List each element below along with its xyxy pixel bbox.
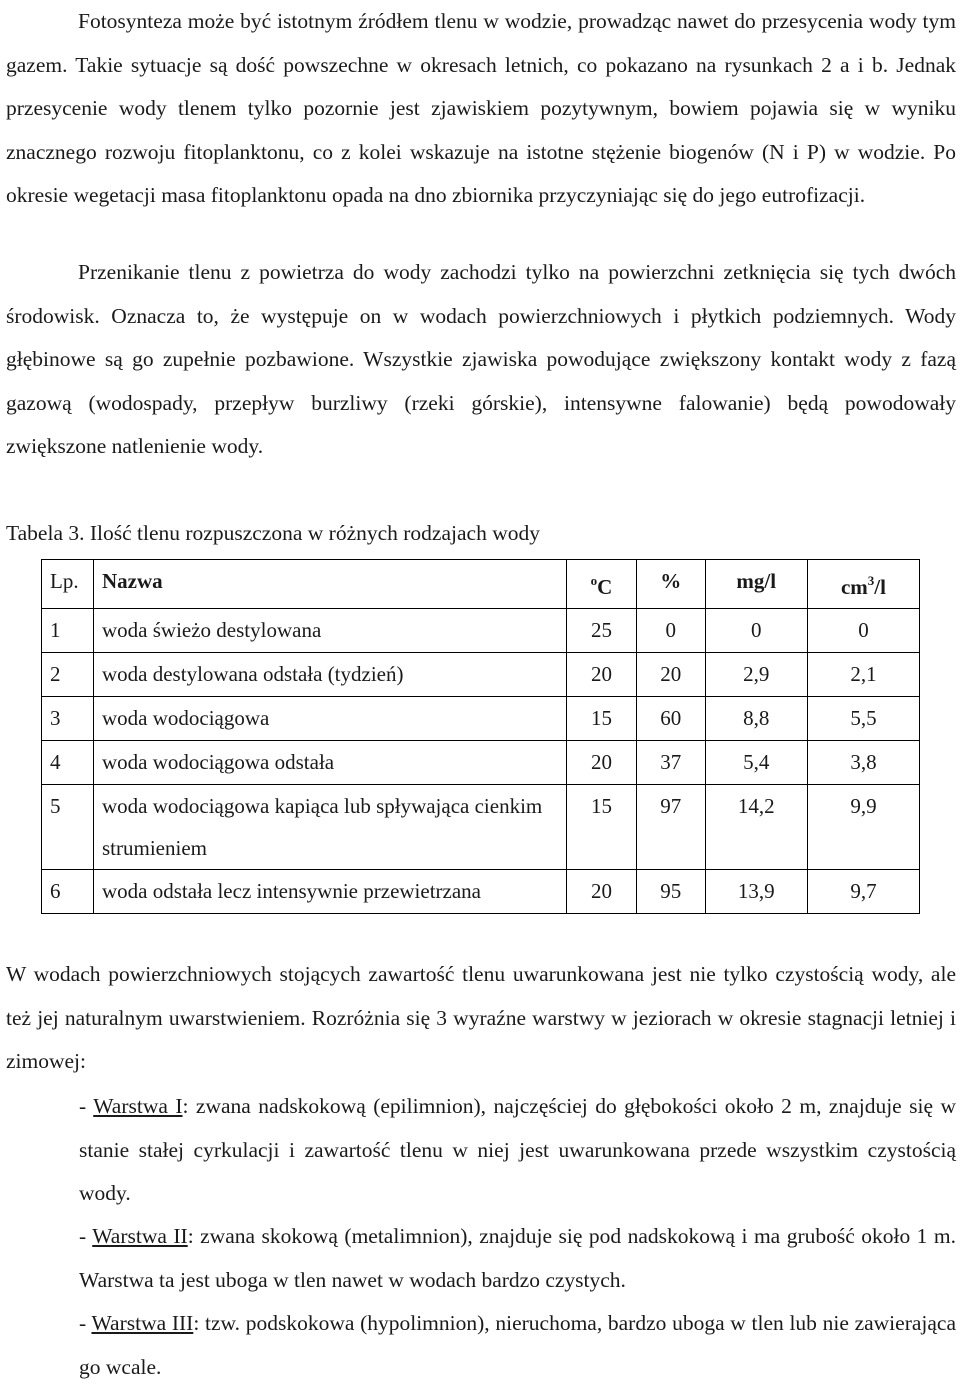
cell-cm3l: 9,9 (807, 785, 919, 870)
cell-percent: 97 (636, 785, 705, 870)
cell-temperature: 20 (567, 870, 637, 914)
cell-lp: 5 (42, 785, 94, 870)
header-mgl: mg/l (705, 560, 807, 609)
layer-term: Warstwa III (91, 1311, 194, 1335)
cell-lp: 6 (42, 870, 94, 914)
cell-lp: 2 (42, 653, 94, 697)
cell-mgl: 2,9 (705, 653, 807, 697)
table-row (42, 609, 920, 653)
cell-lp: 1 (42, 609, 94, 653)
cell-name: woda odstała lecz intensywnie przewietrzana (94, 870, 567, 914)
header-percent: % (636, 560, 705, 609)
header-name: Nazwa (94, 560, 567, 609)
cell-cm3l: 0 (807, 609, 919, 653)
cell-mgl: 13,9 (705, 870, 807, 914)
layer-term: Warstwa II (92, 1224, 188, 1248)
cell-temperature: 15 (567, 785, 637, 870)
cell-cm3l: 3,8 (807, 741, 919, 785)
cell-percent: 20 (636, 653, 705, 697)
layer-item-2 (79, 1215, 956, 1302)
cell-temperature: 25 (567, 609, 637, 653)
layer-description: : tzw. podskokowa (hypolimnion), nieruchoma, bardzo uboga w tlen lub nie zawierająca go wcale. (79, 1311, 956, 1379)
cell-name: woda wodociągowa (94, 697, 567, 741)
table-row (42, 653, 920, 697)
cell-cm3l: 5,5 (807, 697, 919, 741)
cell-mgl: 14,2 (705, 785, 807, 870)
paragraph-oxygen-penetration: Przenikanie tlenu z powietrza do wody zachodzi tylko na powierzchni zetknięcia się tych dwóch środowisk. Oznacza to, że występuje on w wodach powierzchniowych i płytkich podziemnych. Wody głębinowe są go zupełnie pozbawione. Wszystkie zjawiska powodujące zwiększony kontakt wody z fazą gazową (wodospady, przepływ burzliwy (rzeki górskie), intensywne falowanie) będą powodowały zwiększone natlenienie wody. (6, 260, 956, 458)
table-header-row (42, 560, 920, 609)
table-row (42, 697, 920, 741)
header-cm3-base: cm (840, 575, 868, 599)
cell-lp: 3 (42, 697, 94, 741)
cell-percent: 60 (636, 697, 705, 741)
cell-temperature: 15 (567, 697, 637, 741)
paragraph-photosynthesis: Fotosynteza może być istotnym źródłem tlenu w wodzie, prowadząc nawet do przesycenia wody tym gazem. Takie sytuacje są dość powszechne w okresach letnich, co pokazano na rysunkach 2 a i b. Jednak przesycenie wody tlenem tylko pozornie jest zjawiskiem pozytywnym, bowiem pojawia się w wyniku znacznego rozwoju fitoplanktonu, co z kolei wskazuje na istotne stężenie biogenów (N i P) w wodzie. Po okresie wegetacji masa fitoplanktonu opada na dno zbiornika przyczyniając się do jego eutrofizacji. (6, 9, 956, 207)
table-row (42, 741, 920, 785)
cm3-superscript: 3 (867, 573, 875, 588)
list-dash: - (79, 1311, 92, 1335)
table-row (42, 870, 920, 914)
header-temperature-unit: C (597, 575, 613, 599)
cell-percent: 0 (636, 609, 705, 653)
cell-percent: 95 (636, 870, 705, 914)
table-row (42, 785, 920, 870)
cell-lp: 4 (42, 741, 94, 785)
layer-item-1 (79, 1085, 956, 1216)
cell-cm3l: 9,7 (807, 870, 919, 914)
cell-mgl: 5,4 (705, 741, 807, 785)
cell-mgl: 0 (705, 609, 807, 653)
cell-temperature: 20 (567, 653, 637, 697)
cell-name: woda świeżo destylowana (94, 609, 567, 653)
cell-name: woda destylowana odstała (tydzień) (94, 653, 567, 697)
layer-description: : zwana nadskokową (epilimnion), najczęściej do głębokości około 2 m, znajduje się w stanie stałej cyrkulacji i zawartość tlenu w niej jest uwarunkowana przede wszystkim czystością wody. (79, 1094, 957, 1205)
oxygen-table (41, 559, 920, 914)
paragraph-stratification: W wodach powierzchniowych stojących zawartość tlenu uwarunkowana jest nie tylko czystością wody, ale też jej naturalnym uwarstwieniem. Rozróżnia się 3 wyraźne warstwy w jeziorach w okresie stagnacji letniej i zimowej: (6, 962, 956, 1073)
list-dash: - (79, 1224, 93, 1248)
layer-item-3 (79, 1302, 956, 1389)
cell-temperature: 20 (567, 741, 637, 785)
layer-term: Warstwa I (93, 1094, 183, 1118)
table-caption: Tabela 3. Ilość tlenu rozpuszczona w różnych rodzajach wody (6, 521, 540, 545)
header-lp: Lp. (42, 560, 94, 609)
list-dash: - (79, 1094, 94, 1118)
degree-superscript: o (590, 573, 598, 588)
layer-description: : zwana skokową (metalimnion), znajduje się pod nadskokową i ma grubość około 1 m. Warstwa ta jest uboga w tlen nawet w wodach bardzo czystych. (79, 1224, 956, 1292)
cell-name: woda wodociągowa kapiąca lub spływająca cienkim strumieniem (94, 785, 567, 870)
cell-percent: 37 (636, 741, 705, 785)
cell-cm3l: 2,1 (807, 653, 919, 697)
header-cm3l (807, 560, 919, 609)
cell-mgl: 8,8 (705, 697, 807, 741)
header-temperature (567, 560, 637, 609)
cell-name: woda wodociągowa odstała (94, 741, 567, 785)
header-cm3-per-l: /l (874, 575, 886, 599)
